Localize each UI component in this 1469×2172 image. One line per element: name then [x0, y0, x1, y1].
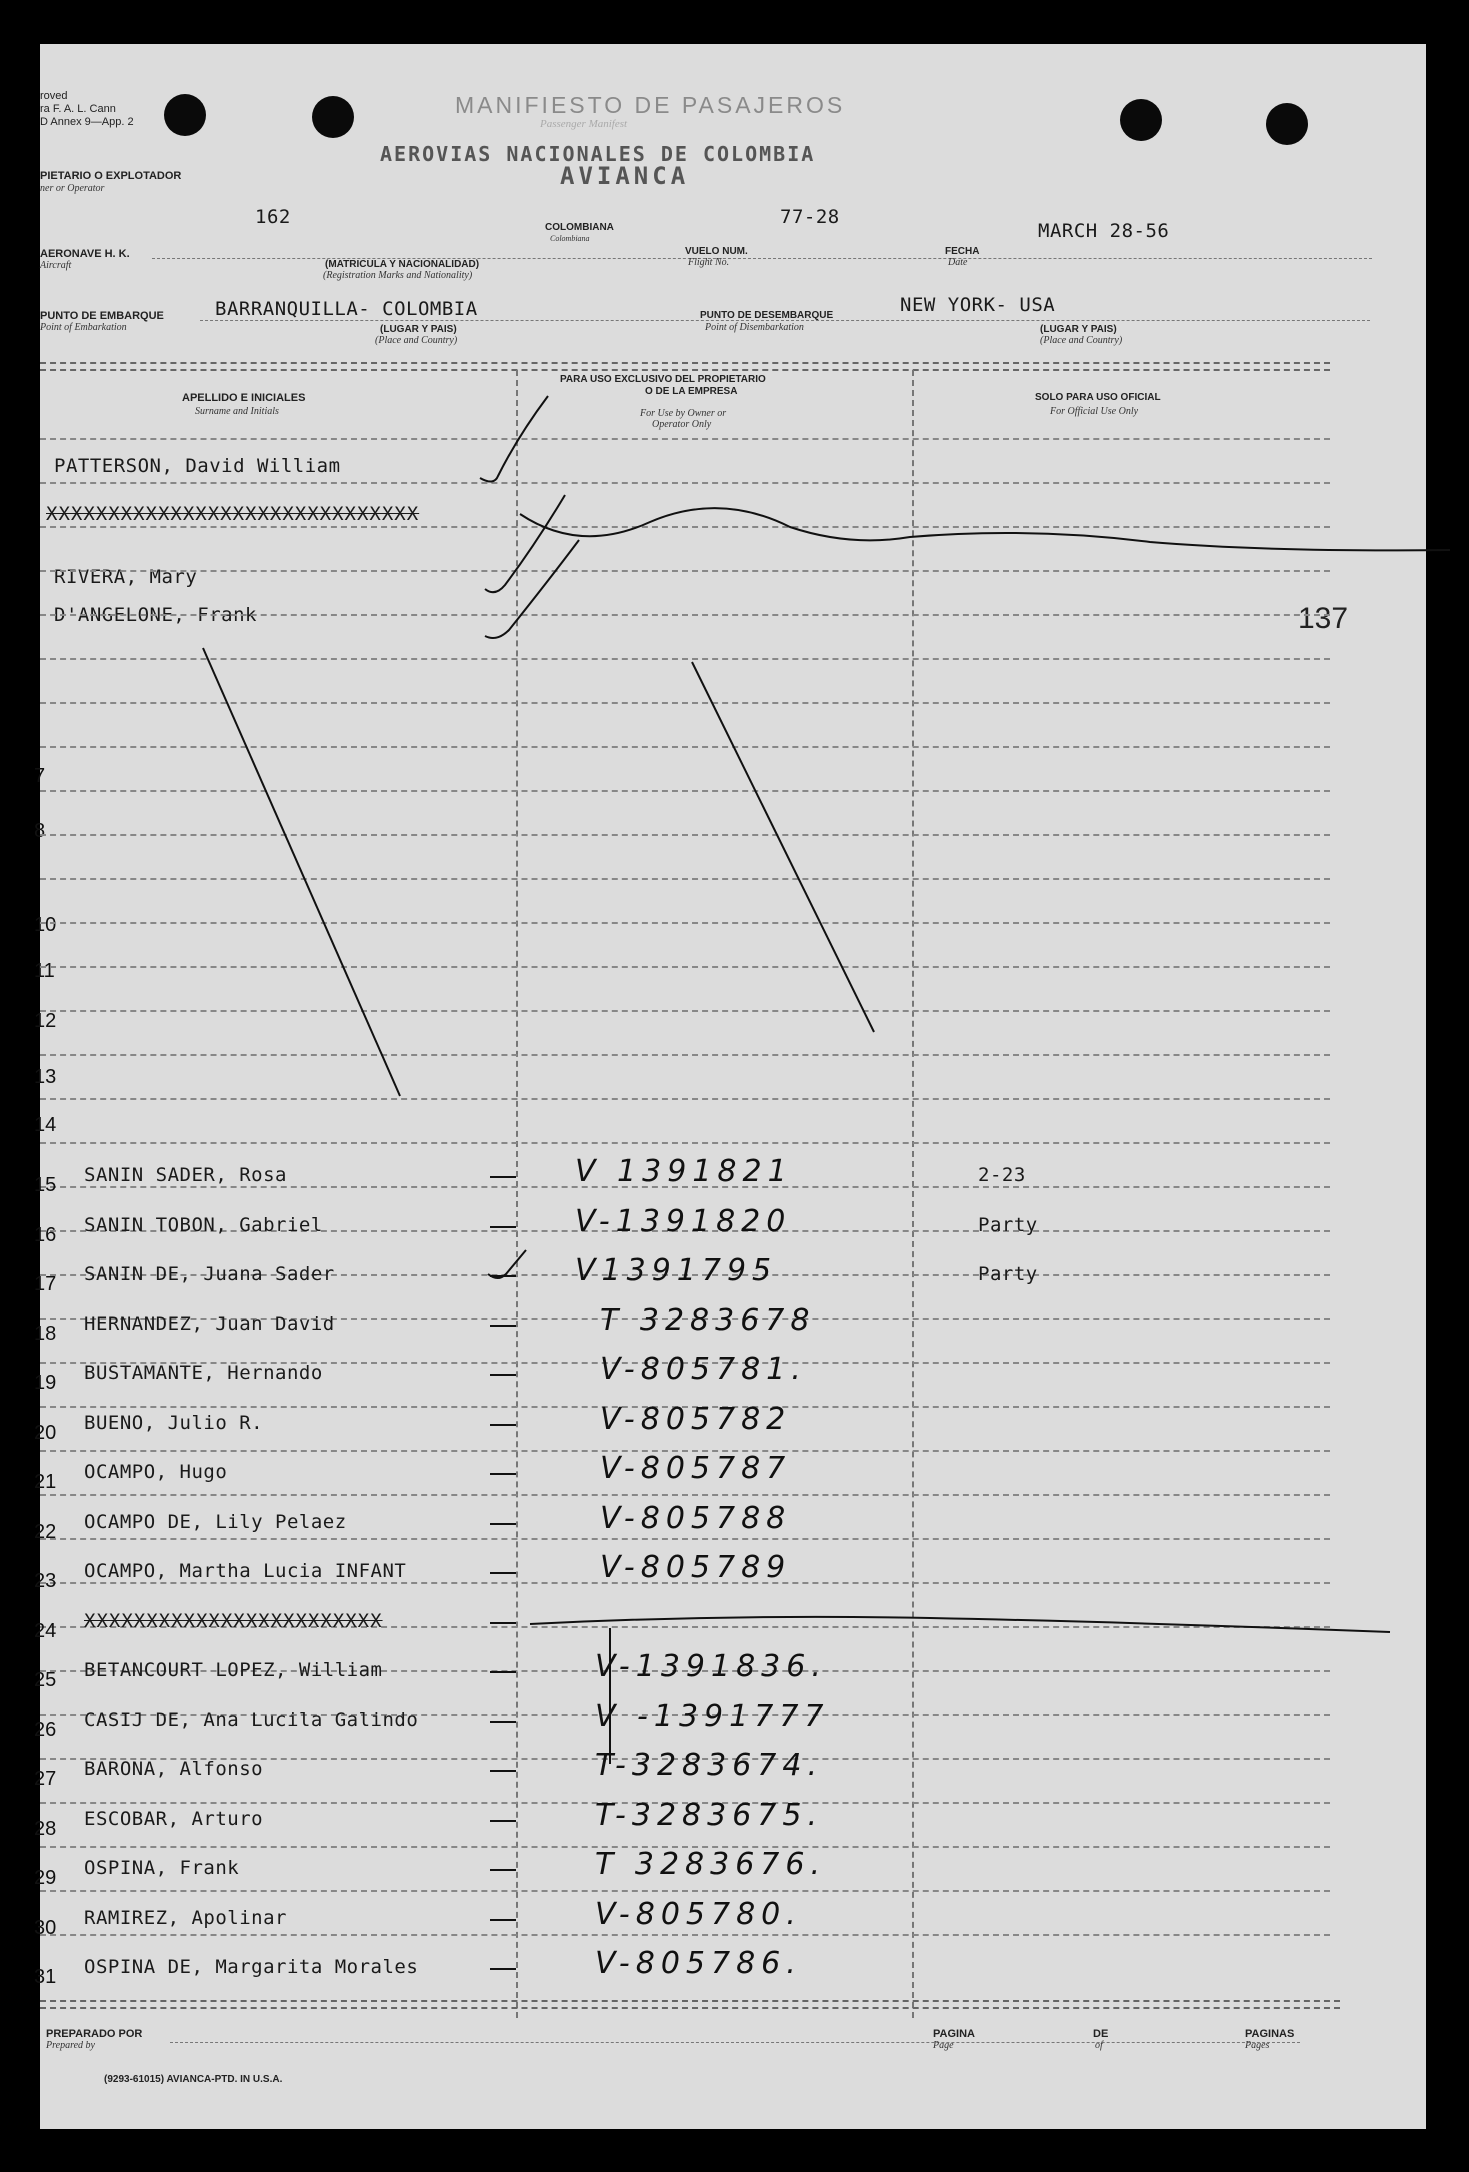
place-label-en: (Place and Country)	[1040, 335, 1123, 346]
pages-label-en: Pages	[1245, 2040, 1270, 2051]
date-label: FECHA	[945, 246, 980, 257]
place-label-en: (Place and Country)	[375, 335, 458, 346]
document-number: V-805782	[600, 1402, 792, 1437]
place-label: (LUGAR Y PAIS)	[1040, 324, 1117, 335]
check-mark-icon	[488, 1250, 526, 1278]
airline-brand: AVIANCA	[560, 162, 690, 190]
side-number: 137	[1298, 602, 1349, 635]
registration-label: (MATRICULA Y NACIONALIDAD)	[325, 259, 480, 270]
page-label-en: Page	[933, 2040, 954, 2051]
row-number: 21	[34, 1471, 57, 1493]
row-number: 12	[34, 1010, 57, 1032]
date-label-en: Date	[948, 257, 968, 268]
row-number: 16	[34, 1224, 57, 1246]
document-number: T-3283674.	[595, 1748, 824, 1783]
passenger-name: HERNANDEZ, Juan David	[84, 1313, 335, 1335]
col-header-owner-en-2: Operator Only	[652, 419, 712, 430]
row-number: 26	[34, 1719, 57, 1741]
row-number: 10	[34, 914, 57, 936]
row-number: 17	[34, 1273, 57, 1295]
nationality-value: COLOMBIANA	[545, 222, 614, 233]
airline-name: AEROVIAS NACIONALES DE COLOMBIA	[380, 142, 816, 166]
diagonal-strike	[203, 648, 400, 1096]
passenger-name: BUENO, Julio R.	[84, 1412, 264, 1434]
passenger-name: OCAMPO DE, Lily Pelaez	[84, 1511, 347, 1533]
document-number: V-1391820	[575, 1204, 792, 1239]
document-number: V1391795	[575, 1253, 778, 1288]
col-header-official: SOLO PARA USO OFICIAL	[1035, 392, 1161, 403]
official-note: Party	[978, 1214, 1038, 1236]
disembark-value: NEW YORK- USA	[900, 294, 1056, 316]
of-label-en: of	[1095, 2040, 1103, 2051]
document-number: V -1391777	[595, 1699, 830, 1734]
row-number: 28	[34, 1818, 57, 1840]
row-number: 7	[34, 765, 46, 787]
passenger-name: D'ANGELONE, Frank	[54, 604, 257, 626]
embark-label: PUNTO DE EMBARQUE	[40, 310, 164, 322]
strike-wave	[530, 1617, 1390, 1632]
footer-underline	[170, 2042, 1300, 2043]
passenger-name: RIVERA, Mary	[54, 566, 198, 588]
check-mark-icon	[485, 495, 565, 592]
place-label: (LUGAR Y PAIS)	[380, 324, 457, 335]
document-number: V 1391821	[575, 1154, 793, 1189]
passenger-name: BETANCOURT LOPEZ, William	[84, 1659, 383, 1681]
col-header-name: APELLIDO E INICIALES	[182, 392, 306, 404]
row-number: 20	[34, 1422, 57, 1444]
check-mark-icon	[485, 540, 579, 638]
passenger-name: BARONA, Alfonso	[84, 1758, 264, 1780]
col-header-owner-2: O DE LA EMPRESA	[645, 386, 738, 397]
pen-marks	[40, 44, 1426, 2129]
row-number: 27	[34, 1768, 57, 1790]
approval-line: D Annex 9—App. 2	[40, 116, 134, 128]
disembark-label-en: Point of Disembarkation	[705, 322, 804, 333]
official-note: 2-23	[978, 1164, 1026, 1186]
aircraft-label-en: Aircraft	[40, 260, 72, 271]
row-number: 22	[34, 1521, 57, 1543]
row-number: 14	[34, 1114, 57, 1136]
col-header-owner-en: For Use by Owner or	[640, 408, 727, 419]
document-number: T 3283676.	[595, 1847, 827, 1882]
row-number: 30	[34, 1917, 57, 1939]
embark-value: BARRANQUILLA- COLOMBIA	[215, 298, 478, 320]
passenger-name: OCAMPO, Hugo	[84, 1461, 228, 1483]
prepared-label: PREPARADO POR	[46, 2028, 143, 2040]
row-number: 23	[34, 1570, 57, 1592]
row-number: 15	[34, 1174, 57, 1196]
owner-label-en: ner or Operator	[40, 183, 105, 194]
flight-label: VUELO NUM.	[685, 246, 748, 257]
approval-line: roved	[40, 90, 68, 102]
approval-line: ra F. A. L. Cann	[40, 103, 116, 115]
col-header-name-en: Surname and Initials	[195, 406, 279, 417]
document-number: T-3283675.	[595, 1798, 824, 1833]
col-header-official-en: For Official Use Only	[1050, 406, 1139, 417]
manifest-title-en: Passenger Manifest	[540, 118, 628, 130]
strike-wave	[520, 508, 1450, 550]
row-number: 25	[34, 1669, 57, 1691]
printer-line: (9293-61015) AVIANCA-PTD. IN U.S.A.	[104, 2074, 283, 2085]
col-header-owner: PARA USO EXCLUSIVO DEL PROPIETARIO	[560, 374, 766, 385]
footer-rule	[40, 2000, 1340, 2009]
page-label: PAGINA	[933, 2028, 975, 2040]
aircraft-label: AERONAVE H. K.	[40, 248, 130, 260]
document-number: V-805786.	[595, 1946, 802, 1981]
manifest-title: MANIFIESTO DE PASAJEROS	[455, 92, 846, 118]
row-number: 13	[34, 1066, 57, 1088]
document-number: V-805780.	[595, 1897, 802, 1932]
registration-label-en: (Registration Marks and Nationality)	[323, 270, 473, 281]
passenger-name: XXXXXXXXXXXXXXXXXXXXXXXX	[84, 1610, 383, 1632]
document-number: V-805781.	[600, 1352, 807, 1387]
passenger-name: ESCOBAR, Arturo	[84, 1808, 264, 1830]
pages-label: PAGINAS	[1245, 2028, 1295, 2040]
passenger-name: SANIN DE, Juana Sader	[84, 1263, 335, 1285]
row-number: 19	[34, 1372, 57, 1394]
check-mark-icon	[480, 396, 548, 482]
diagonal-strike	[692, 662, 874, 1032]
manifest-page	[34, 44, 1426, 2129]
row-number: 8	[34, 820, 46, 842]
document-number: V-1391836.	[595, 1649, 827, 1684]
prepared-label-en: Prepared by	[46, 2040, 95, 2051]
passenger-name: SANIN TOBON, Gabriel	[84, 1214, 323, 1236]
nationality-value-en: Colombiana	[550, 234, 590, 243]
struck-row: XXXXXXXXXXXXXXXXXXXXXXXXXXXXXX	[46, 503, 420, 525]
embark-label-en: Point of Embarkation	[40, 322, 127, 333]
row-number: 29	[34, 1867, 57, 1889]
row-number: 18	[34, 1323, 57, 1345]
official-note: Party	[978, 1263, 1038, 1285]
document-number: V-805789	[600, 1550, 792, 1585]
date-value: MARCH 28-56	[1038, 220, 1170, 242]
disembark-label: PUNTO DE DESEMBARQUE	[700, 310, 834, 321]
document-number: V-805787	[600, 1451, 792, 1486]
row-number: 11	[34, 960, 55, 982]
owner-label: PIETARIO O EXPLOTADOR	[40, 170, 182, 182]
of-label: DE	[1093, 2028, 1109, 2040]
passenger-name: BUSTAMANTE, Hernando	[84, 1362, 323, 1384]
passenger-name: CASIJ DE, Ana Lucila Galindo	[84, 1709, 419, 1731]
document-number: T 3283678	[600, 1303, 816, 1338]
row-number: 24	[34, 1620, 57, 1642]
passenger-name: OSPINA, Frank	[84, 1857, 240, 1879]
aircraft-value: 162	[255, 206, 291, 228]
passenger-name: PATTERSON, David William	[54, 455, 341, 477]
row-number: 31	[34, 1966, 57, 1988]
flight-label-en: Flight No.	[688, 257, 730, 268]
passenger-name: OCAMPO, Martha Lucia INFANT	[84, 1560, 407, 1582]
passenger-name: OSPINA DE, Margarita Morales	[84, 1956, 419, 1978]
flight-value: 77-28	[780, 206, 840, 228]
passenger-name: SANIN SADER, Rosa	[84, 1164, 287, 1186]
passenger-name: RAMIREZ, Apolinar	[84, 1907, 287, 1929]
document-number: V-805788	[600, 1501, 792, 1536]
